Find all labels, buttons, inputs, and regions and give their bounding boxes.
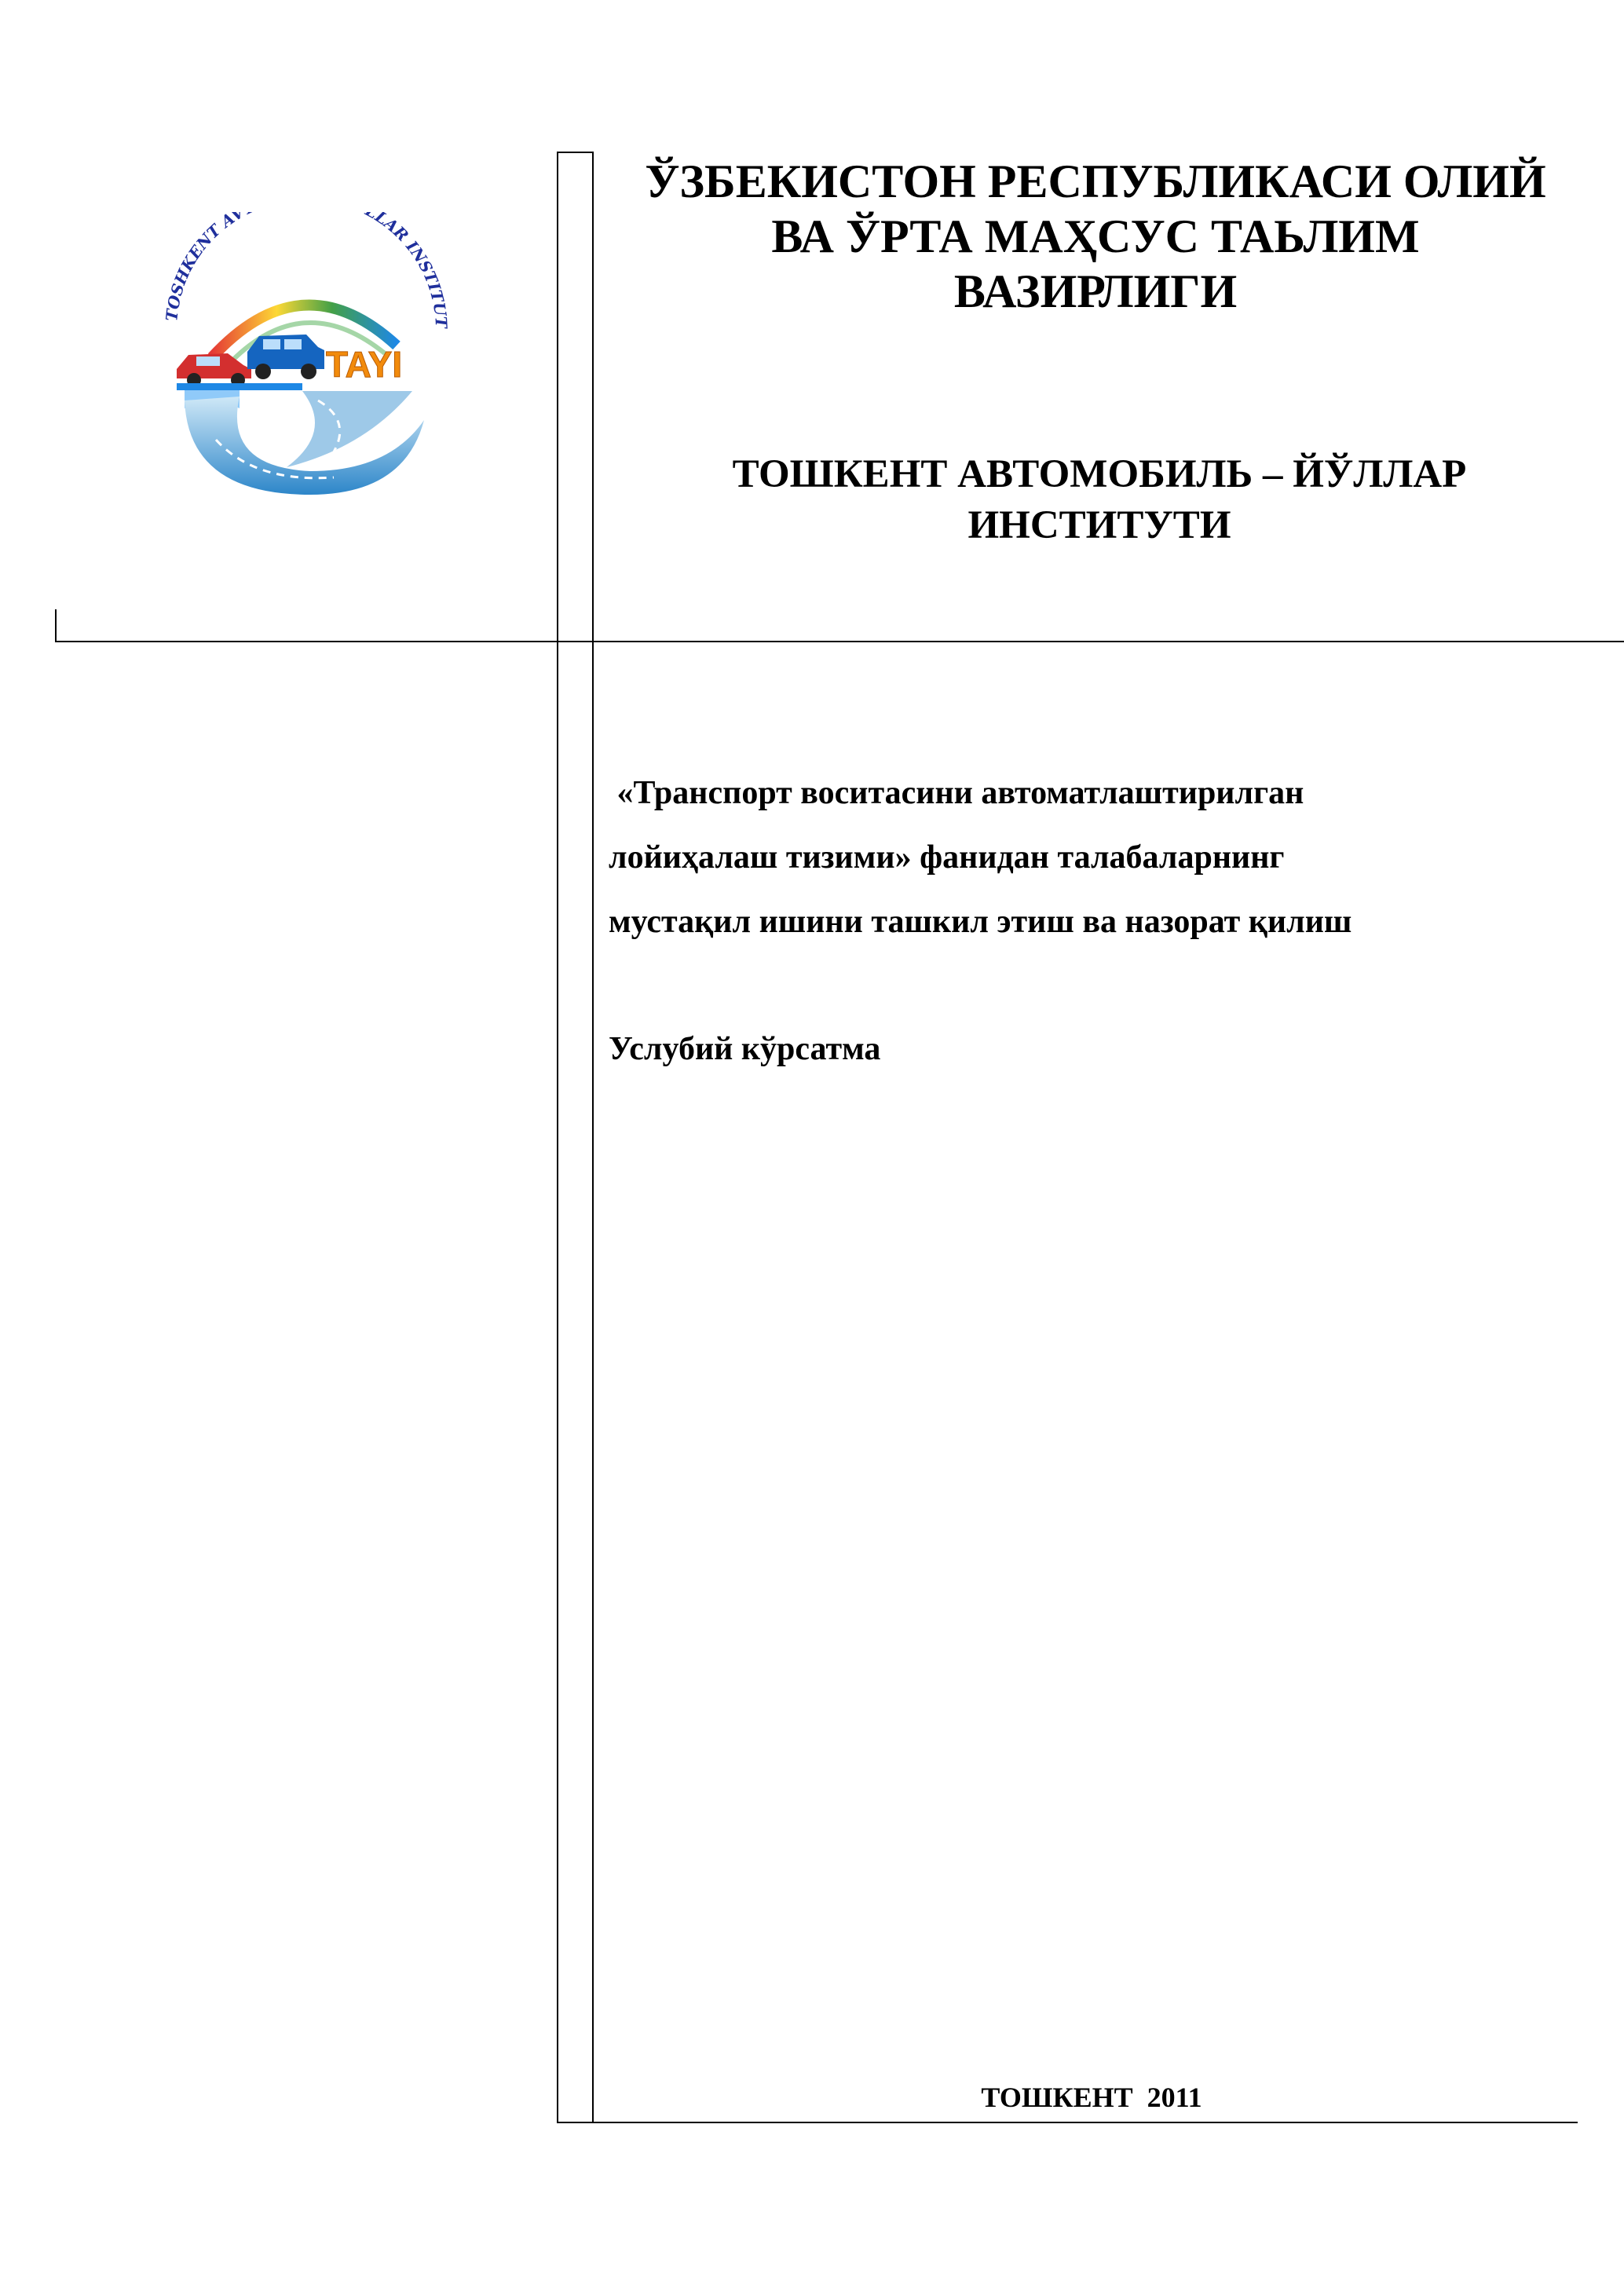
ministry-line: ВАЗИРЛИГИ	[953, 265, 1238, 317]
institute-line: ТОШКЕНТ АВТОМОБИЛЬ – ЙЎЛЛАР	[732, 452, 1467, 496]
document-type: Услубий кўрсатма	[609, 1031, 881, 1067]
frame-left-tick	[55, 609, 57, 642]
frame-vertical-outer	[557, 152, 558, 2123]
red-car-icon	[177, 353, 251, 387]
blue-suv-icon	[247, 335, 324, 379]
frame-top-rule	[557, 152, 594, 153]
institute-line: ИНСТИТУТИ	[967, 503, 1231, 547]
frame-vertical-inner	[592, 152, 594, 2123]
subject-line: мустақил ишини ташкил этиш ва назорат қилиш	[609, 904, 1352, 940]
city-year: ТОШКЕНТ 2011	[981, 2082, 1202, 2113]
ministry-heading	[605, 154, 1586, 319]
frame-horizontal-rule	[55, 641, 1624, 642]
subject-title	[609, 770, 1567, 963]
institute-heading	[644, 449, 1555, 551]
logo-arc-text: TOSHKENT AV LAR INSTITUT	[162, 212, 452, 329]
ministry-line: ЎЗБЕКИСТОН РЕСПУБЛИКАСИ ОЛИЙ	[645, 155, 1546, 207]
ministry-line: ВА ЎРТА МАҲСУС ТАЬЛИМ	[771, 210, 1420, 262]
subject-line: лойиҳалаш тизими» фанидан талабаларнинг	[609, 839, 1285, 876]
subject-line: «Транспорт воситасини автоматлаштирилган	[609, 775, 1304, 811]
logo-badge: TAYI	[326, 344, 403, 385]
frame-bottom-rule	[557, 2122, 1578, 2123]
institute-logo	[153, 212, 452, 510]
